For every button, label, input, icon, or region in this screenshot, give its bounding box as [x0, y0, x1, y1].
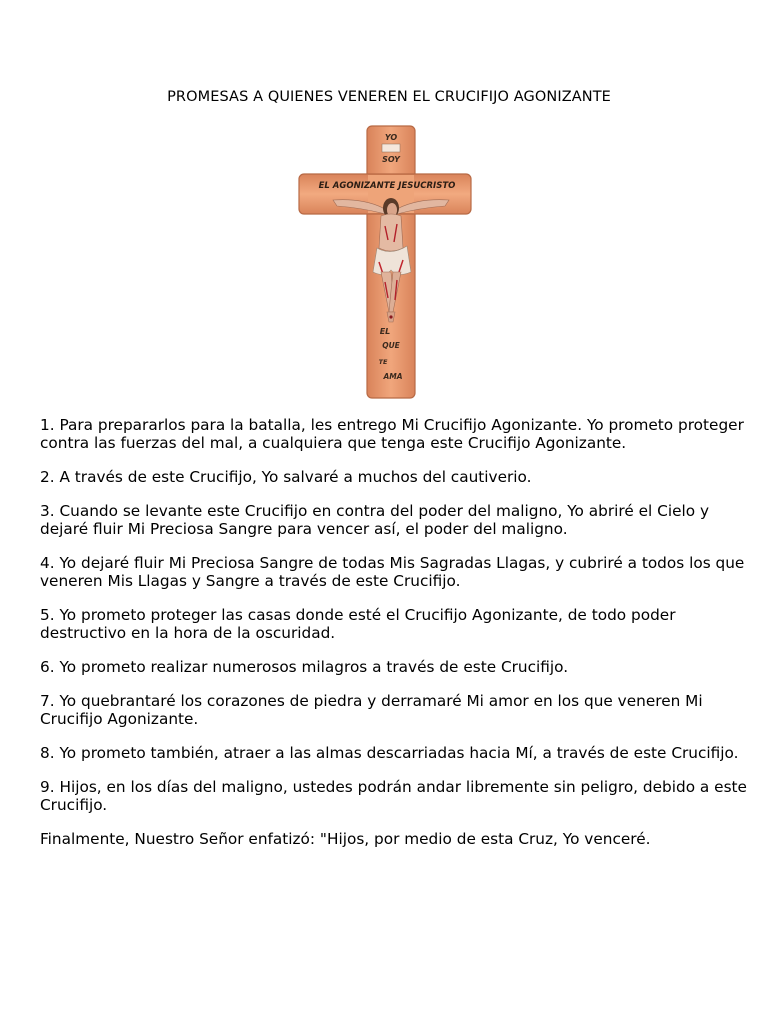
cross-bottom-text-el: EL: [379, 327, 391, 336]
promise-4: 4. Yo dejaré fluir Mi Preciosa Sangre de todas Mis Sagradas Llagas, y cubriré a todos los que veneren Mis Llagas y Sangre a través de este Crucifijo.: [40, 554, 745, 590]
promise-7: 7. Yo quebrantaré los corazones de piedra y derramaré Mi amor en los que veneren Mi Crucifijo Agonizante.: [40, 692, 703, 728]
page-title: PROMESAS A QUIENES VENEREN EL CRUCIFIJO AGONIZANTE: [167, 89, 611, 105]
promise-9: 9. Hijos, en los días del maligno, ustedes podrán andar libremente sin peligro, debido a este Crucifijo.: [40, 778, 747, 814]
promise-8: 8. Yo prometo también, atraer a las almas descarriadas hacia Mí, a través de este Crucifijo.: [40, 744, 739, 762]
closing-statement: Finalmente, Nuestro Señor enfatizó: "Hijos, por medio de esta Cruz, Yo venceré.: [40, 830, 651, 848]
christ-figure: [333, 198, 449, 322]
cross-bottom-text-ama: AMA: [383, 372, 403, 381]
promise-6: 6. Yo prometo realizar numerosos milagros a través de este Crucifijo.: [40, 658, 569, 676]
cross-bar-text: EL AGONIZANTE JESUCRISTO: [318, 181, 456, 191]
promises-list: [40, 416, 752, 848]
promise-2: 2. A través de este Crucifijo, Yo salvaré a muchos del cautiverio.: [40, 468, 532, 486]
cross-top-text-soy: SOY: [382, 155, 400, 164]
cross-bottom-text-te: TE: [378, 358, 388, 366]
cross-top-text-yo: YO: [384, 133, 398, 142]
promise-3: 3. Cuando se levante este Crucifijo en contra del poder del maligno, Yo abriré el Cielo y dejaré fluir Mi Preciosa Sangre para vencer así, el poder del maligno.: [40, 502, 710, 538]
inri-plaque: [382, 144, 400, 152]
crucifix-image: [293, 122, 477, 402]
promise-5: 5. Yo prometo proteger las casas donde esté el Crucifijo Agonizante, de todo poder destructivo en la hora de la oscuridad.: [40, 606, 676, 642]
promise-1: 1. Para prepararlos para la batalla, les entrego Mi Crucifijo Agonizante. Yo prometo proteger contra las fuerzas del mal, a cualquiera que tenga este Crucifijo Agonizante.: [40, 416, 744, 452]
cross-bottom-text-que: QUE: [382, 341, 400, 350]
